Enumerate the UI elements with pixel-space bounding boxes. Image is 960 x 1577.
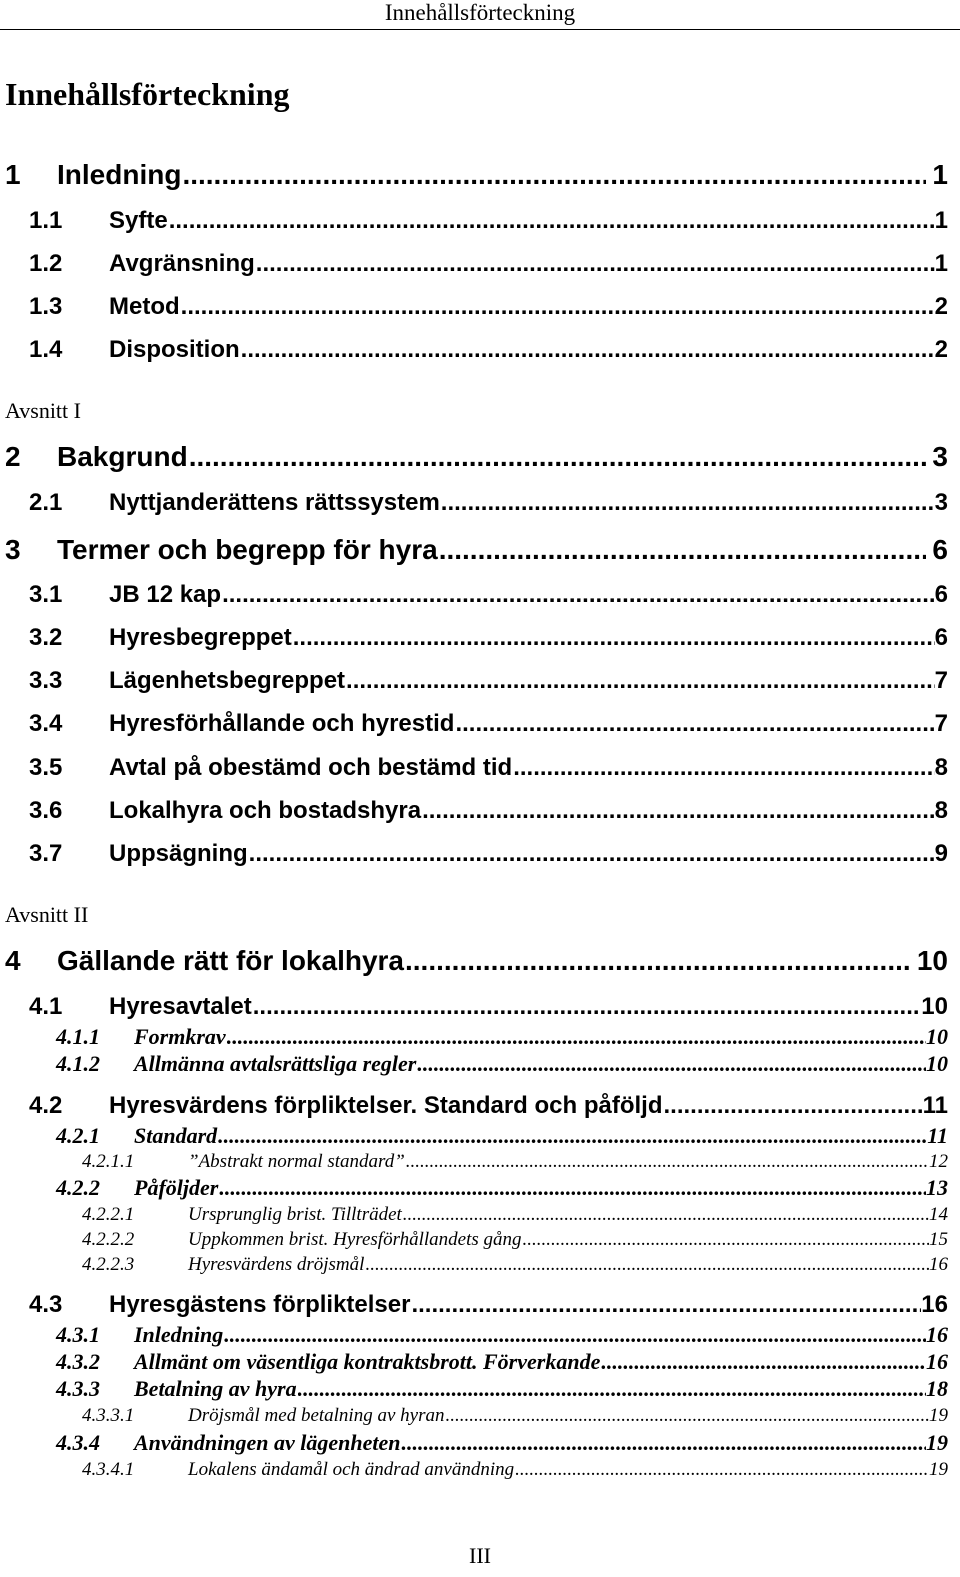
toc-entry-number: 1 [5,159,21,190]
toc-entry-3-3[interactable] [0,666,960,696]
toc-entry-page: 16 [921,1291,948,1318]
toc-entry-title: Hyresgästens förpliktelser [109,1291,411,1318]
dot-leader [405,944,911,978]
dot-leader [515,1458,929,1481]
dot-leader [224,1322,926,1348]
toc-entry-page: 18 [926,1376,948,1401]
toc-entry-4-2-2-2[interactable] [0,1228,960,1251]
toc-entry-title: Lägenhetsbegreppet [109,667,346,694]
toc-entry-page: 6 [932,534,948,565]
toc-entry-number: 1.2 [29,250,63,277]
toc-entry-page: 19 [929,1459,948,1480]
dot-leader [441,488,935,518]
toc-entry-title: Dröjsmål med betalning av hyran [188,1405,445,1426]
toc-entry-page: 10 [926,1024,948,1049]
toc-entry-number: 4.2 [29,1092,63,1119]
toc-entry-number: 3.1 [29,581,63,608]
toc-entry-number: 4.2.1 [56,1123,100,1148]
toc-entry-page: 9 [934,840,948,867]
toc-entry-page: 11 [922,1092,948,1119]
toc-entry-number: 4.3.4.1 [82,1459,135,1480]
toc-entry-title: Syfte [109,207,168,234]
toc-entry-3[interactable] [0,533,960,567]
toc-entry-number: 3.5 [29,754,63,781]
toc-entry-number: 4.1.2 [56,1051,100,1076]
toc-entry-page: 10 [921,993,948,1020]
toc-entry-page: 2 [934,336,948,363]
toc-entry-page: 16 [929,1254,948,1275]
toc-entry-number: 1.3 [29,293,63,320]
toc-entry-1-2[interactable] [0,249,960,279]
toc-entry-2[interactable] [0,440,960,474]
dot-leader [298,1376,926,1402]
toc-entry-page: 16 [926,1322,948,1347]
toc-entry-title: Hyresförhållande och hyrestid [109,710,455,737]
toc-entry-number: 4.3 [29,1291,63,1318]
toc-entry-page: 11 [927,1123,948,1148]
toc-entry-number: 4.2.2.2 [82,1229,135,1250]
toc-entry-page: 2 [934,293,948,320]
toc-entry-3-6[interactable] [0,796,960,826]
toc-entry-4-2-2-3[interactable] [0,1253,960,1276]
dot-leader [601,1349,926,1375]
toc-entry-page: 1 [934,250,948,277]
toc-entry-title: Uppkommen brist. Hyresförhållandets gång [188,1229,522,1250]
toc-entry-4[interactable] [0,944,960,978]
toc-entry-number: 4.2.2 [56,1175,100,1200]
toc-entry-title: Hyresavtalet [109,993,252,1020]
dot-leader [181,292,935,322]
toc-title: Innehållsförteckning [5,76,290,112]
toc-entry-page: 3 [932,441,948,472]
toc-entry-number: 4.2.1.1 [82,1151,135,1172]
toc-entry-4-2[interactable] [0,1091,960,1121]
toc-entry-title: Avgränsning [109,250,255,277]
dot-leader [218,1123,927,1149]
dot-leader [169,206,935,236]
toc-entry-page: 10 [926,1051,948,1076]
dot-leader [189,440,927,474]
toc-entry-number: 4.1 [29,993,63,1020]
page-number: III [469,1543,491,1568]
toc-entry-title: JB 12 kap [109,581,222,608]
toc-entry-number: 3.4 [29,710,63,737]
toc-entry-number: 2 [5,441,21,472]
dot-leader [293,623,935,653]
toc-entry-4-3[interactable] [0,1290,960,1320]
toc-entry-page: 19 [926,1430,948,1455]
toc-entry-title: Bakgrund [57,441,188,472]
toc-entry-number: 1.4 [29,336,63,363]
toc-entry-number: 3.7 [29,840,63,867]
toc-entry-4-1-1[interactable] [0,1024,960,1050]
dot-leader [346,666,935,696]
toc-entry-title: Användningen av lägenheten [134,1430,401,1455]
toc-entry-4-3-3[interactable] [0,1376,960,1402]
toc-entry-title: Uppsägning [109,840,248,867]
toc-entry-4-3-3-1[interactable] [0,1404,960,1427]
toc-entry-number: 4.2.2.3 [82,1254,135,1275]
dot-leader [249,839,935,869]
toc-entry-1-4[interactable] [0,335,960,365]
toc-entry-4-1-2[interactable] [0,1051,960,1077]
toc-entry-page: 7 [934,667,948,694]
toc-entry-title: Disposition [109,336,240,363]
dot-leader [422,796,935,826]
dot-leader [411,1290,921,1320]
toc-entry-title: Metod [109,293,180,320]
toc-entry-4-3-1[interactable] [0,1322,960,1348]
toc-entry-title: Påföljder [134,1175,219,1200]
toc-entry-3-4[interactable] [0,709,960,739]
dot-leader [227,1024,926,1050]
dot-leader [445,1404,929,1427]
dot-leader [241,335,935,365]
dot-leader [406,1150,929,1173]
toc-entry-4-2-2-1[interactable] [0,1203,960,1226]
toc-entry-page: 13 [926,1175,948,1200]
toc-entry-title: Inledning [134,1322,224,1347]
toc-entry-page: 3 [934,489,948,516]
toc-entry-number: 4.3.3.1 [82,1405,135,1426]
toc-entry-page: 6 [934,624,948,651]
toc-entry-4-2-1-1[interactable] [0,1150,960,1173]
toc-entry-number: 4.1.1 [56,1024,100,1049]
toc-entry-number: 4.3.2 [56,1349,100,1374]
dot-leader [401,1430,926,1456]
toc-entry-number: 4.3.1 [56,1322,100,1347]
toc-entry-number: 3 [5,534,21,565]
toc-entry-page: 8 [934,754,948,781]
toc-entry-title: Inledning [57,159,182,190]
toc-entry-number: 3.6 [29,797,63,824]
toc-entry-number: 4 [5,945,21,976]
toc-entry-4-3-4-1[interactable] [0,1458,960,1481]
toc-entry-page: 10 [916,945,948,976]
dot-leader [219,1175,926,1201]
toc-entry-4-3-2[interactable] [0,1349,960,1375]
toc-entry-1-3[interactable] [0,292,960,322]
dot-leader [417,1051,926,1077]
dot-leader [664,1091,923,1121]
toc-entry-page: 16 [926,1349,948,1374]
toc-entry-title: Hyresbegreppet [109,624,292,651]
toc-entry-page: 7 [934,710,948,737]
toc-entry-page: 8 [934,797,948,824]
dot-leader [256,249,935,279]
part-heading-2: Avsnitt II [5,902,89,927]
toc-entry-4-3-4[interactable] [0,1430,960,1456]
toc-entry-number: 3.3 [29,667,63,694]
toc-entry-title: Betalning av hyra [134,1376,297,1401]
toc-entry-title: Avtal på obestämd och bestämd tid [109,754,513,781]
toc-entry-title: Lokalens ändamål och ändrad användning [188,1459,515,1480]
toc-entry-3-1[interactable] [0,580,960,610]
toc-entry-4-2-2[interactable] [0,1175,960,1201]
toc-entry-number: 4.3.3 [56,1376,100,1401]
toc-entry-title: Standard [134,1123,218,1148]
toc-entry-title: Nyttjanderättens rättssystem [109,489,440,516]
toc-entry-3-7[interactable] [0,839,960,869]
dot-leader [439,533,927,567]
toc-entry-page: 1 [932,159,948,190]
dot-leader [403,1203,929,1226]
toc-entry-title: Hyresvärdens förpliktelser. Standard och påföljd [109,1092,663,1119]
dot-leader [182,158,926,192]
toc-entry-page: 15 [929,1229,948,1250]
toc-entry-page: 14 [929,1204,948,1225]
toc-entry-2-1[interactable] [0,488,960,518]
toc-entry-page: 12 [929,1151,948,1172]
toc-entry-title: Lokalhyra och bostadshyra [109,797,422,824]
toc-entry-4-2-1[interactable] [0,1123,960,1149]
toc-entry-title: Allmänt om väsentliga kontraktsbrott. Förverkande [134,1349,601,1374]
toc-entry-number: 2.1 [29,489,63,516]
toc-entry-3-5[interactable] [0,753,960,783]
dot-leader [253,992,922,1022]
dot-leader [513,753,934,783]
toc-entry-3-2[interactable] [0,623,960,653]
toc-entry-1[interactable] [0,158,960,192]
toc-entry-1-1[interactable] [0,206,960,236]
toc-entry-title: ”Abstrakt normal standard” [188,1151,405,1172]
dot-leader [222,580,935,610]
dot-leader [523,1228,929,1251]
running-header: Innehållsförteckning [0,0,960,30]
dot-leader [365,1253,929,1276]
toc-entry-number: 1.1 [29,207,63,234]
toc-entry-page: 1 [934,207,948,234]
toc-entry-title: Formkrav [134,1024,226,1049]
toc-entry-title: Allmänna avtalsrättsliga regler [134,1051,417,1076]
toc-entry-title: Termer och begrepp för hyra [57,534,438,565]
toc-entry-4-1[interactable] [0,992,960,1022]
toc-entry-title: Ursprunglig brist. Tillträdet [188,1204,402,1225]
part-heading-1: Avsnitt I [5,398,81,423]
toc-entry-page: 19 [929,1405,948,1426]
toc-entry-number: 4.3.4 [56,1430,100,1455]
toc-entry-title: Hyresvärdens dröjsmål [188,1254,365,1275]
toc-entry-title: Gällande rätt för lokalhyra [57,945,404,976]
dot-leader [455,709,934,739]
toc-entry-number: 3.2 [29,624,63,651]
toc-entry-number: 4.2.2.1 [82,1204,135,1225]
toc-entry-page: 6 [934,581,948,608]
